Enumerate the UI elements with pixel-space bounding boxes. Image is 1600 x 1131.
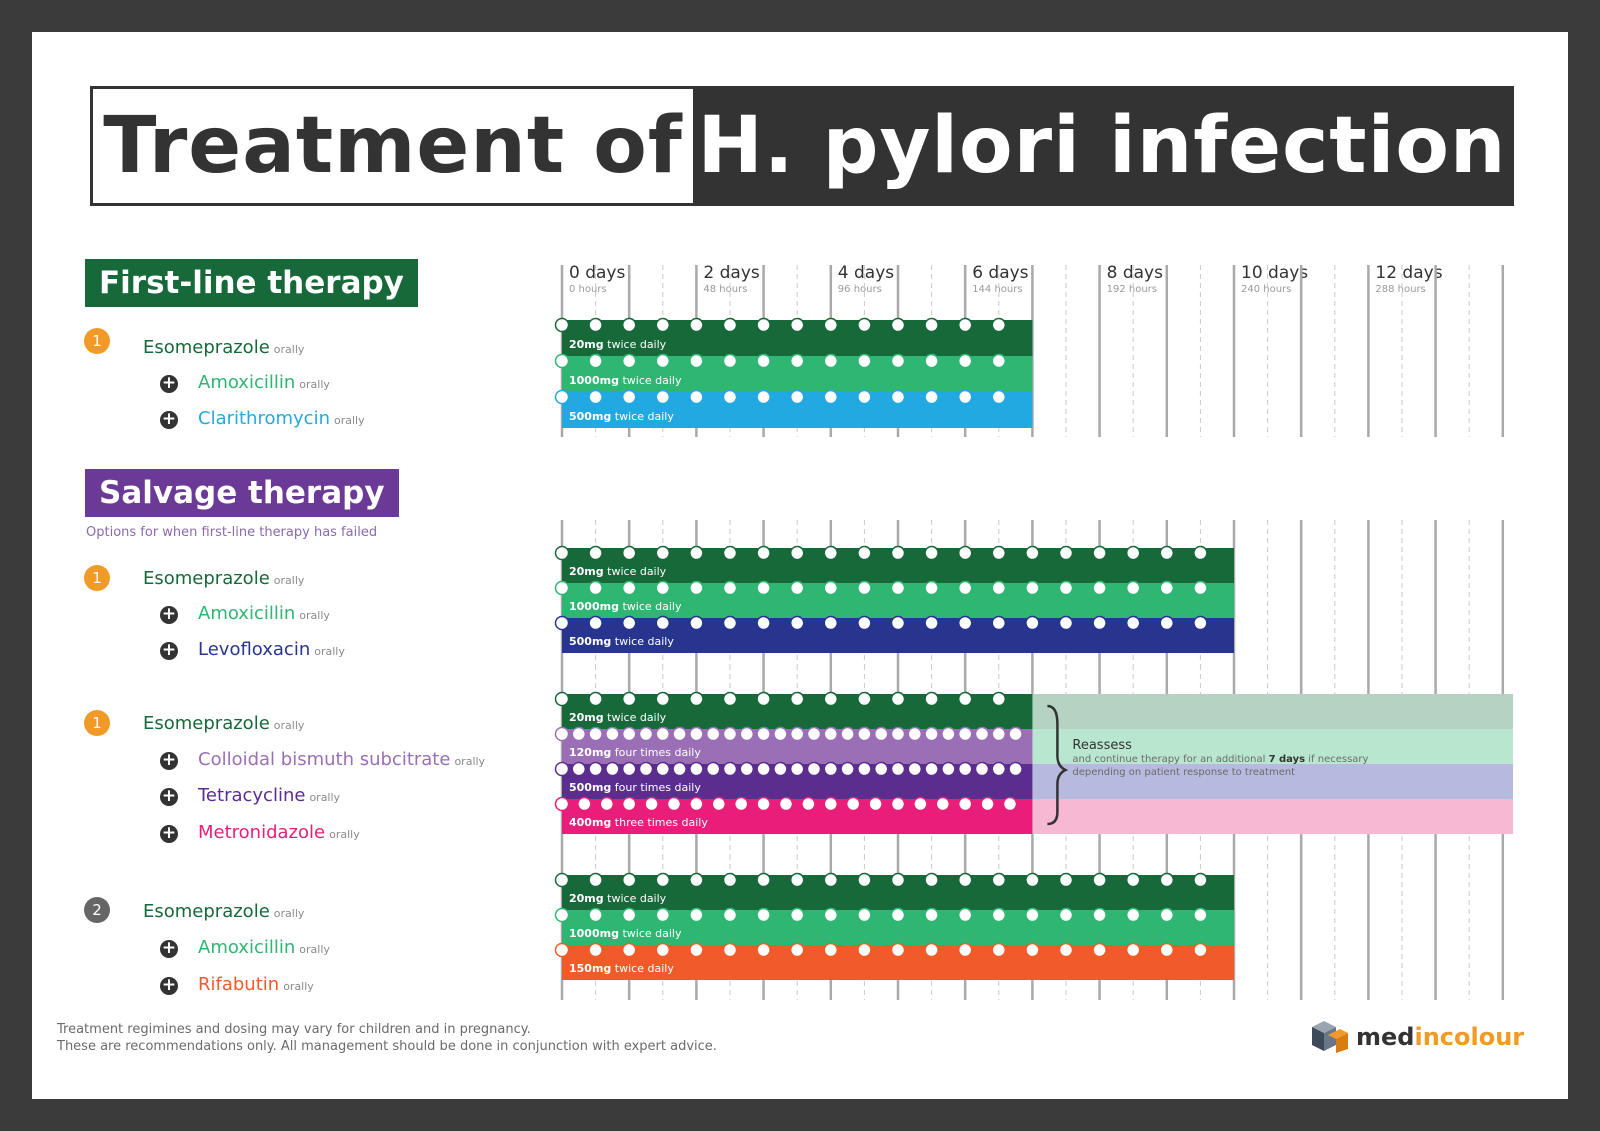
dose-frequency: three times daily [611,816,708,829]
reassess-extension-bar [1032,799,1513,834]
drug-route: orally [283,980,314,993]
logo-part-3: colour [1439,1023,1525,1051]
plus-icon: + [161,373,177,393]
salvage-option-3-badge: 2 [84,897,110,923]
salvage-label: Salvage therapy [85,469,399,517]
plus-icon: + [161,938,177,958]
hours-label: 144 hours [972,284,1023,295]
dose-marker [556,617,569,630]
medincolour-logo[interactable] [1310,1021,1524,1053]
day-label: 0 days [569,263,626,283]
dose-marker [556,391,569,404]
drug-route: orally [273,574,305,587]
plus-icon: + [161,750,177,770]
first-line-label: First-line therapy [85,259,418,307]
drug-name: Amoxicillin [198,603,296,624]
drug-route: orally [314,645,345,658]
dose-marker [556,728,569,741]
dose-marker [556,763,569,776]
dose-marker [556,874,569,887]
plus-icon: + [161,975,177,995]
dose-marker [556,547,569,560]
footer-line-1: Treatment regimines and dosing may vary for children and in pregnancy. [57,1022,531,1037]
reassess-title: Reassess [1072,738,1132,753]
drug-route: orally [309,791,341,804]
drug-name: Esomeprazole [143,901,270,922]
dose-marker [556,909,569,922]
footer-note [57,1021,717,1055]
drug-name: Amoxicillin [198,372,296,393]
plus-icon: + [161,823,177,843]
hours-label: 288 hours [1375,284,1426,295]
dose-amount: 1000mg [569,600,619,613]
drug-route: orally [273,907,305,920]
plus-icon: + [161,640,177,660]
dose-amount: 500mg [569,781,612,794]
plus-icon: + [161,409,177,429]
reassess-text: if necessary [1305,754,1369,765]
hours-label: 96 hours [837,284,882,295]
salvage-option-1-badge: 1 [84,565,110,591]
dose-marker [556,582,569,595]
dose-amount: 150mg [569,962,612,975]
salvage-option-2-badge: 1 [84,710,110,736]
dose-label [569,892,667,905]
dose-amount: 500mg [569,410,612,423]
dose-label [569,374,682,387]
drug-name: Esomeprazole [143,713,270,734]
dose-label [569,781,701,794]
dose-frequency: twice daily [611,410,674,423]
dose-amount: 500mg [569,635,612,648]
logo-mark-icon [1310,1021,1350,1053]
hours-label: 48 hours [703,284,748,295]
dose-frequency: four times daily [611,781,701,794]
day-label: 6 days [972,263,1029,283]
drug-name: Metronidazole [198,822,326,843]
dose-label [569,711,667,724]
dose-marker [556,693,569,706]
dose-frequency: four times daily [611,746,701,759]
dose-amount: 20mg [569,338,604,351]
drug-route: orally [299,378,330,391]
footer-line-2: These are recommendations only. All management should be done in conjunction with expert advice. [57,1039,717,1054]
drug-route: orally [273,719,305,732]
first-line-number-badge: 1 [84,328,110,354]
drug-route: orally [329,828,360,841]
hours-label: 192 hours [1106,284,1157,295]
drug-route: orally [454,755,486,768]
hours-label: 240 hours [1241,284,1292,295]
dose-frequency: twice daily [618,927,682,940]
dose-frequency: twice daily [603,338,667,351]
reassess-extension-bar [1032,694,1513,729]
logo-part-1: med [1356,1023,1415,1051]
reassess-text: and continue therapy for an additional [1072,754,1269,765]
reassess-days: 7 days [1268,754,1306,765]
dose-marker [556,319,569,332]
title-right: H. pylori infection [693,89,1511,203]
dose-label [569,962,674,975]
drug-name: Colloidal bismuth subcitrate [198,749,451,770]
dose-marker [556,944,569,957]
plus-icon: + [161,604,177,624]
dose-frequency: twice daily [603,711,667,724]
drug-name: Esomeprazole [143,337,270,358]
dose-frequency: twice daily [611,635,674,648]
dose-frequency: twice daily [611,962,674,975]
drug-name: Clarithromycin [198,408,330,429]
dose-label [569,635,674,648]
dose-label [569,338,667,351]
logo-part-2: in [1414,1023,1440,1051]
reassess-line-2: depending on patient response to treatment [1072,767,1296,778]
dose-label [569,565,667,578]
day-label: 12 days [1375,263,1443,283]
day-label: 4 days [837,263,895,283]
drug-name: Amoxicillin [198,937,296,958]
dose-amount: 20mg [569,565,604,578]
salvage-note: Options for when first-line therapy has failed [86,525,378,540]
dose-amount: 20mg [569,711,604,724]
dose-frequency: twice daily [618,374,682,387]
dose-amount: 120mg [569,746,612,759]
hours-label: 0 hours [569,284,607,295]
dose-amount: 20mg [569,892,604,905]
dose-label [569,410,674,423]
dose-label [569,600,682,613]
dose-frequency: twice daily [603,892,667,905]
dose-marker [556,355,569,368]
dose-amount: 1000mg [569,374,619,387]
drug-name: Tetracycline [198,785,306,806]
dose-label [569,927,682,940]
day-label: 2 days [703,263,760,283]
dose-amount: 400mg [569,816,612,829]
drug-route: orally [299,943,330,956]
reassess-line-1 [1072,754,1368,765]
dose-marker [556,798,569,811]
drug-route: orally [273,343,305,356]
drug-route: orally [333,414,365,427]
dose-frequency: twice daily [603,565,667,578]
day-label: 10 days [1241,263,1309,283]
drug-name: Rifabutin [198,974,280,995]
dose-amount: 1000mg [569,927,619,940]
dose-label [569,746,701,759]
logo-text [1356,1023,1524,1051]
drug-name: Levofloxacin [198,639,311,660]
drug-route: orally [299,609,330,622]
dose-frequency: twice daily [618,600,682,613]
title-left: Treatment of [103,101,683,191]
plus-icon: + [161,786,177,806]
drug-name: Esomeprazole [143,568,270,589]
dose-label [569,816,708,829]
day-label: 8 days [1106,263,1163,283]
